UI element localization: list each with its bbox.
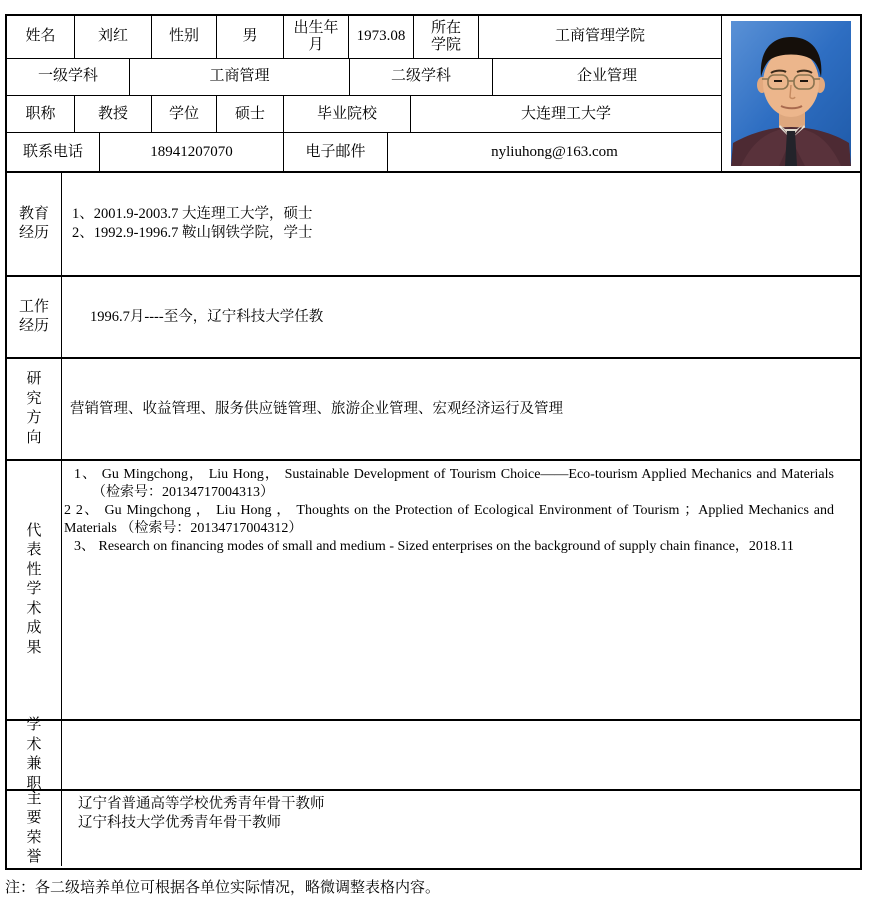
achievement-line: （检索号：20134717004313） [92,485,274,501]
honors-label: 主要荣誉 [7,791,62,866]
degree-label: 学位 [152,96,217,132]
gender-value: 男 [217,16,284,58]
profile-table [5,14,862,870]
section-achievements [7,461,860,721]
college-value: 工商管理学院 [554,28,645,45]
name-value: 刘红 [75,16,152,58]
achievements-label: 代表性学术成果 [7,461,62,719]
honors-content [62,791,860,866]
discipline1-label: 一级学科 [7,59,130,96]
birth-label: 出生年月 [284,16,349,58]
research-line: 营销管理、收益管理、服务供应链管理、旅游企业管理、宏观经济运行及管理 [70,400,563,417]
row-name-gender-birth-college [7,16,721,59]
achievement-line: Materials （检索号：20134717004312） [64,521,303,537]
education-line: 1、2001.9-2003.7 大连理工大学，硕士 [72,206,313,223]
section-academic-parttime [7,717,860,792]
alma-label: 毕业院校 [284,96,411,132]
work-content [62,277,860,357]
row-title-degree-alma [7,96,721,133]
footer-note: 注：各二级培养单位可根据各单位实际情况，略微调整表格内容。 [5,880,441,896]
section-work [7,277,860,359]
research-content [62,359,860,459]
work-label: 工作经历 [7,277,62,357]
discipline2-value: 企业管理 [576,68,637,85]
row-contact [7,133,721,171]
work-line: 1996.7月----至今，辽宁科技大学任教 [90,308,324,325]
degree-value: 硕士 [217,96,284,132]
alma-value: 大连理工大学 [520,105,611,122]
discipline2-label: 二级学科 [350,59,493,96]
section-education [7,173,860,277]
discipline1-value: 工商管理 [130,59,350,96]
section-research [7,359,860,461]
academic-parttime-content [62,721,860,789]
title-value: 教授 [75,96,152,132]
education-line: 2、1992.9-1996.7 鞍山钢铁学院，学士 [72,225,313,241]
basic-info-area [7,16,860,173]
title-label: 职称 [7,96,75,132]
name-label: 姓名 [7,16,75,58]
phone-value: 18941207070 [100,133,284,171]
email-label: 电子邮件 [284,133,388,171]
photo-cell [721,16,860,171]
education-label: 教育经历 [7,173,62,275]
achievements-content [62,461,860,719]
academic-parttime-label: 学术兼职 [7,721,62,789]
gender-label: 性别 [152,16,217,58]
achievement-line: 2 2、 Gu Mingchong ， Liu Hong ， Thoughts on the Protection of Ecological Environment of Tourism ；Applied Mechanics and [64,503,834,519]
achievement-line: 1、 Gu Mingchong， Liu Hong， Sustainable Development of Tourism Choice——Eco-tourism Applied Mechanics and Materials [74,467,834,482]
achievement-line: 3、 Research on financing modes of small and medium - Sized enterprises on the background of supply chain finance，2018.11 [74,539,794,555]
portrait-photo [731,21,851,166]
college-label: 所在学院 [414,16,479,58]
honor-line: 辽宁省普通高等学校优秀青年骨干教师 [78,796,325,812]
basic-info-grid [7,16,721,171]
section-honors [7,791,860,866]
research-label: 研究方向 [7,359,62,459]
honor-line: 辽宁科技大学优秀青年骨干教师 [78,814,281,831]
email-value: nyliuhong@163.com [491,143,618,160]
row-disciplines [7,59,721,97]
birth-value: 1973.08 [349,16,414,58]
education-content [62,173,860,275]
phone-label: 联系电话 [7,133,100,171]
